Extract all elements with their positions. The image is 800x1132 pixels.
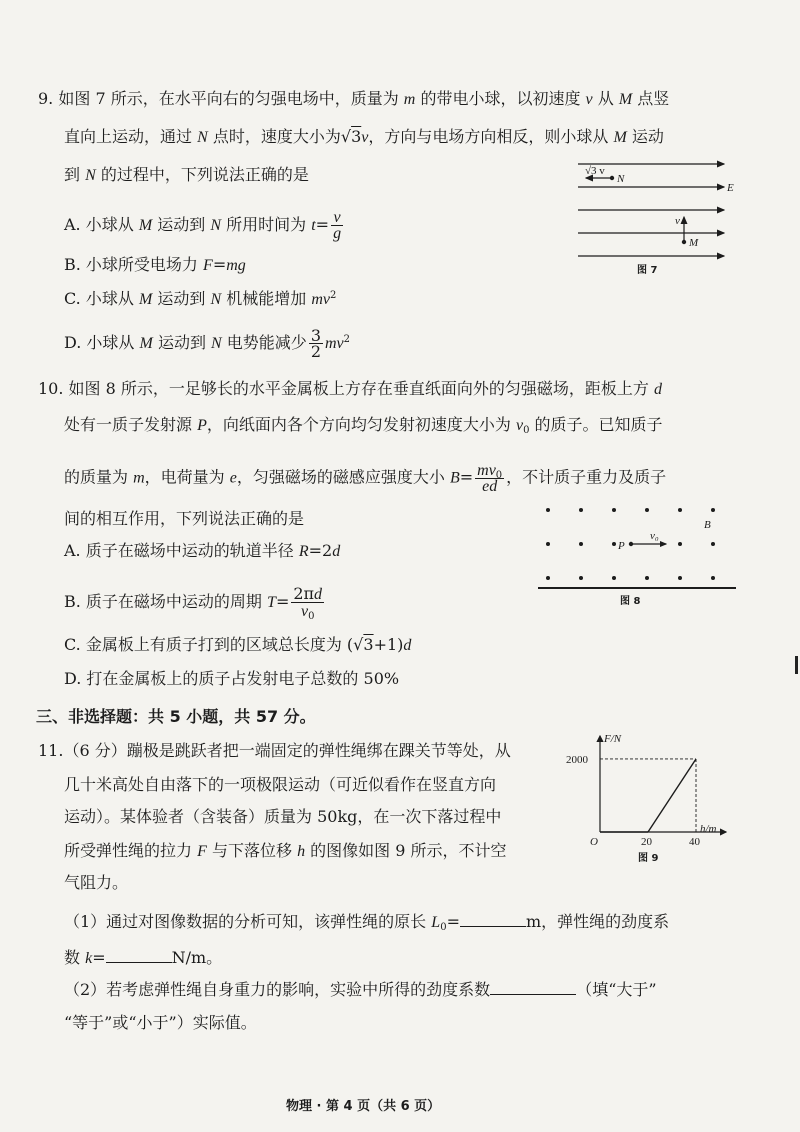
q11-part-1-line-2: 数 k= N/m。 bbox=[64, 948, 223, 967]
fig9-x-axis-label: h/m bbox=[700, 823, 717, 835]
figure-8 bbox=[534, 498, 740, 612]
q11-line-2: 几十米高处自由落下的一项极限运动（可近似看作在竖直方向 bbox=[64, 775, 497, 794]
q10-line-2: 处有一质子发射源 P，向纸面内各个方向均匀发射初速度大小为 $v_0$ 的质子。已知质子 bbox=[64, 415, 663, 436]
q11-line-4: 所受弹性绳的拉力 F 与下落位移 h 的图像如图 9 所示，不计空 bbox=[64, 841, 507, 860]
figure-9 bbox=[566, 728, 736, 874]
fig8-p-label: P bbox=[618, 540, 625, 552]
answer-blank-k[interactable] bbox=[106, 946, 172, 963]
q9-option-a: A. 小球从 M 运动到 N 所用时间为 t= $\frac{v}{g}$ bbox=[64, 209, 342, 242]
q10-option-d: D. 打在金属板上的质子占发射电子总数的 50% bbox=[64, 669, 400, 688]
q11-part-1-line-1: （1）通过对图像数据的分析可知，该弹性绳的原长 $L_0= m$，弹性绳的劲度系 bbox=[64, 912, 670, 933]
scan-edge-mark bbox=[795, 656, 798, 674]
figure-7 bbox=[572, 154, 742, 280]
q9-line-2: 直向上运动，通过 N 点时，速度大小为√3v，方向与电场方向相反，则小球从 M 运动 bbox=[64, 127, 664, 146]
q10-option-a: A. 质子在磁场中运动的轨道半径 R=2d bbox=[64, 541, 341, 560]
section-3-heading: 三、非选择题：共 5 小题，共 57 分。 bbox=[36, 707, 316, 726]
q9-option-b: B. 小球所受电场力 F=mg bbox=[64, 255, 246, 274]
fig7-sqrt3v-label: √3 v bbox=[585, 165, 605, 177]
fig7-m-label: M bbox=[689, 237, 699, 249]
answer-blank-l0[interactable] bbox=[460, 910, 526, 927]
q11-line-1: 11.（6 分）蹦极是跳跃者把一端固定的弹性绳绑在踝关节等处，从 bbox=[38, 741, 511, 760]
fig8-caption: 图 8 bbox=[620, 596, 641, 607]
fig7-e-label: E bbox=[727, 182, 734, 194]
answer-blank-compare[interactable] bbox=[490, 978, 576, 995]
fig9-y-axis-label: F/N bbox=[604, 733, 622, 745]
q11-part-2-line-1: （2）若考虑弹性绳自身重力的影响，实验中所得的劲度系数 （填“大于” bbox=[64, 980, 657, 999]
fig8-b-label: B bbox=[704, 519, 711, 531]
q10-line-4: 间的相互作用，下列说法正确的是 bbox=[64, 509, 305, 528]
fig8-v0-label: v₀ bbox=[650, 530, 659, 542]
fig9-caption: 图 9 bbox=[638, 853, 659, 864]
q9-line-3: 到 N 的过程中，下列说法正确的是 bbox=[64, 165, 309, 184]
q10-option-b: B. 质子在磁场中运动的周期 T= $\frac{2\pi d}{v_0}$ bbox=[64, 584, 323, 622]
q10-option-c: C. 金属板上有质子打到的区域总长度为 (√3+1)d bbox=[64, 635, 412, 654]
fig9-y-tick-2000: 2000 bbox=[566, 753, 588, 766]
q9-option-c: C. 小球从 M 运动到 N 机械能增加 $mv^2$ bbox=[64, 289, 337, 308]
page-footer: 物理 · 第 4 页（共 6 页） bbox=[286, 1099, 441, 1114]
fig9-x-tick-40: 40 bbox=[689, 836, 700, 848]
q10-line-3: 的质量为 m，电荷量为 e，匀强磁场的磁感应强度大小 B= $\frac{mv_0}{ed}$ ，不计质子重力及质子 bbox=[64, 462, 667, 495]
fig9-chart bbox=[566, 728, 736, 870]
fig9-origin-label: O bbox=[590, 836, 598, 848]
fig7-v-label: v bbox=[675, 215, 680, 227]
q9-option-d: D. 小球从 M 运动到 N 电势能减少 $\frac{3}{2}$ $mv^2$ bbox=[64, 326, 351, 361]
q11-part-2-line-2: “等于”或“小于”）实际值。 bbox=[64, 1013, 257, 1032]
q11-line-5: 气阻力。 bbox=[64, 873, 129, 892]
q11-line-3: 运动）。某体验者（含装备）质量为 50kg，在一次下落过程中 bbox=[64, 807, 502, 826]
fig7-n-label: N bbox=[617, 173, 625, 185]
fig9-series-segment bbox=[648, 759, 696, 832]
fig7-caption: 图 7 bbox=[637, 265, 658, 276]
q10-line-1: 10. 如图 8 所示，一足够长的水平金属板上方存在垂直纸面向外的匀强磁场，距板上方 d bbox=[38, 379, 662, 398]
q9-line-1: 9. 如图 7 所示，在水平向右的匀强电场中，质量为 m 的带电小球，以初速度 v 从 M 点竖 bbox=[38, 89, 670, 108]
fig9-x-tick-20: 20 bbox=[641, 836, 652, 848]
